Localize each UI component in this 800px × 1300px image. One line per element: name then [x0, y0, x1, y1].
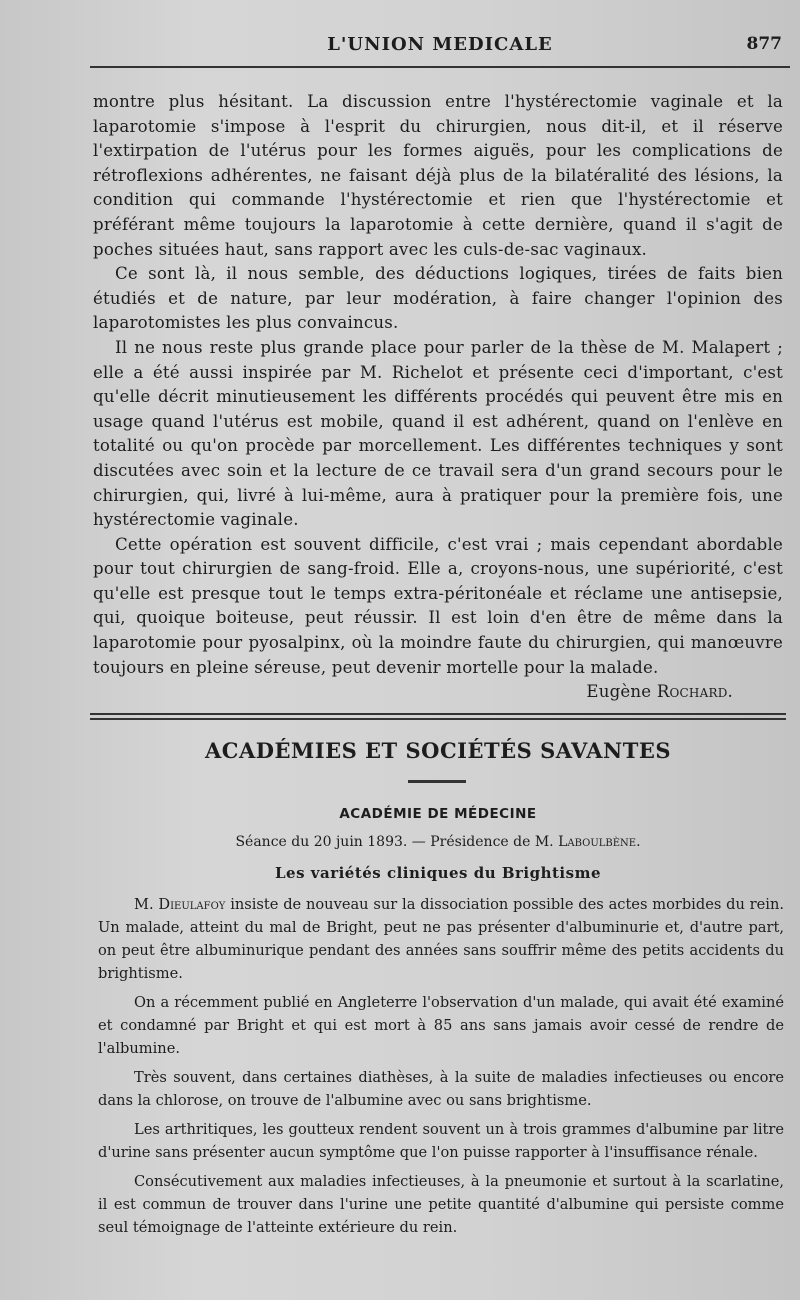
speaker-name: M. Dieulafoy [134, 896, 226, 913]
rochard-article-text [93, 90, 783, 705]
paragraph: Cette opération est souvent difficile, c'est vrai ; mais cependant abordable pour tout chirurgien de sang-froid. Elle a, croyons-nous, une supériorité, c'est qu'elle est presque tout le temps extra-péritonéale et réclame une antisepsie, qui, quoique boiteuse, peut réussir. Il est loin d'en être de même dans la laparotomie pour pyosalpinx, où la moindre faute du chirurgien, qui manœuvre toujours en pleine séreuse, peut devenir mortelle pour la malade. [93, 534, 783, 677]
paragraph-text: insiste de nouveau sur la dissociation possible des actes morbides du rein. Un malade, atteint du mal de Bright, peut ne pas présenter d'albuminurie et, d'autre part, on peut être albuminurique pendant des années sans souffrir même des petits accidents du brightisme. [98, 896, 784, 982]
paragraph [98, 893, 784, 985]
paragraph: Il ne nous reste plus grande place pour parler de la thèse de M. Malapert ; elle a été aussi inspirée par M. Richelot et présente ceci d'important, c'est qu'elle décrit minutieusement les différents procédés qui peuvent être mis en usage quand l'utérus est mobile, quand il est adhérent, quand on l'enlève en totalité ou qu'on procède par morcellement. Les différentes techniques y sont discutées avec soin et la lecture de ce travail sera d'un grand secours pour le chirurgien, qui, livré à lui-même, aura à pratiquer pour la première fois, une hystérectomie vaginale. [93, 337, 783, 530]
running-title: L'UNION MEDICALE [327, 34, 553, 55]
article-title: Les variétés cliniques du Brightisme [275, 864, 601, 882]
paragraph: Consécutivement aux maladies infectieuses, à la pneumonie et surtout à la scarlatine, il est commun de trouver dans l'urine une petite quantité d'albumine qui persiste comme seul témoignage de l'atteinte extérieure du rein. [98, 1173, 784, 1236]
president-name: Laboulbène. [558, 834, 641, 850]
separator-line [90, 718, 786, 720]
page-header [90, 30, 790, 66]
paragraph: Les arthritiques, les goutteux rendent souvent un à trois grammes d'albumine par litre d'urine sans présenter aucun symptôme que l'on puisse rapporter à l'insuffisance rénale. [98, 1121, 784, 1161]
signature-last-name: Rochard. [656, 682, 733, 702]
paragraph: Ce sont là, il nous semble, des déductions logiques, tirées de faits bien étudiés et de nature, par leur modération, à faire changer l'opinion des laparotomistes les plus convaincus. [93, 264, 783, 333]
signature-first-name: Eugène [586, 682, 652, 702]
paragraph: Très souvent, dans certaines diathèses, à la suite de maladies infectieuses ou encore dans la chlorose, on trouve de l'albumine avec ou sans brightisme. [98, 1069, 784, 1109]
header-rule [90, 66, 790, 68]
page-number: 877 [746, 34, 782, 54]
section-separator [90, 713, 786, 723]
section-title: ACADÉMIES ET SOCIÉTÉS SAVANTES [204, 738, 671, 763]
separator-line [90, 713, 786, 715]
title-rule [408, 780, 466, 783]
academy-name: ACADÉMIE DE MÉDECINE [339, 806, 537, 822]
paragraph: montre plus hésitant. La discussion entre l'hystérectomie vaginale et la laparotomie s'impose à l'esprit du chirurgien, nous dit-il, et il réserve l'extirpation de l'utérus pour les formes aiguës, pour les complications de rétroflexions adhérentes, ne faisant déjà plus de la bilatéralité des lésions, la condition qui commande l'hystérectomie et rien que l'hystérectomie et préférant même toujours la laparotomie à cette dernière, quand il s'agit de poches situées haut, sans rapport avec les culs-de-sac vaginaux. [93, 92, 783, 259]
session-line [90, 834, 786, 850]
author-signature [93, 680, 783, 705]
dieulafoy-article-text [98, 893, 784, 1245]
session-date: Séance du 20 juin 1893. — Présidence de M. [235, 834, 554, 850]
paragraph: On a récemment publié en Angleterre l'observation d'un malade, qui avait été examiné et condamné par Bright et qui est mort à 85 ans sans jamais avoir cessé de rendre de l'albumine. [98, 994, 784, 1057]
